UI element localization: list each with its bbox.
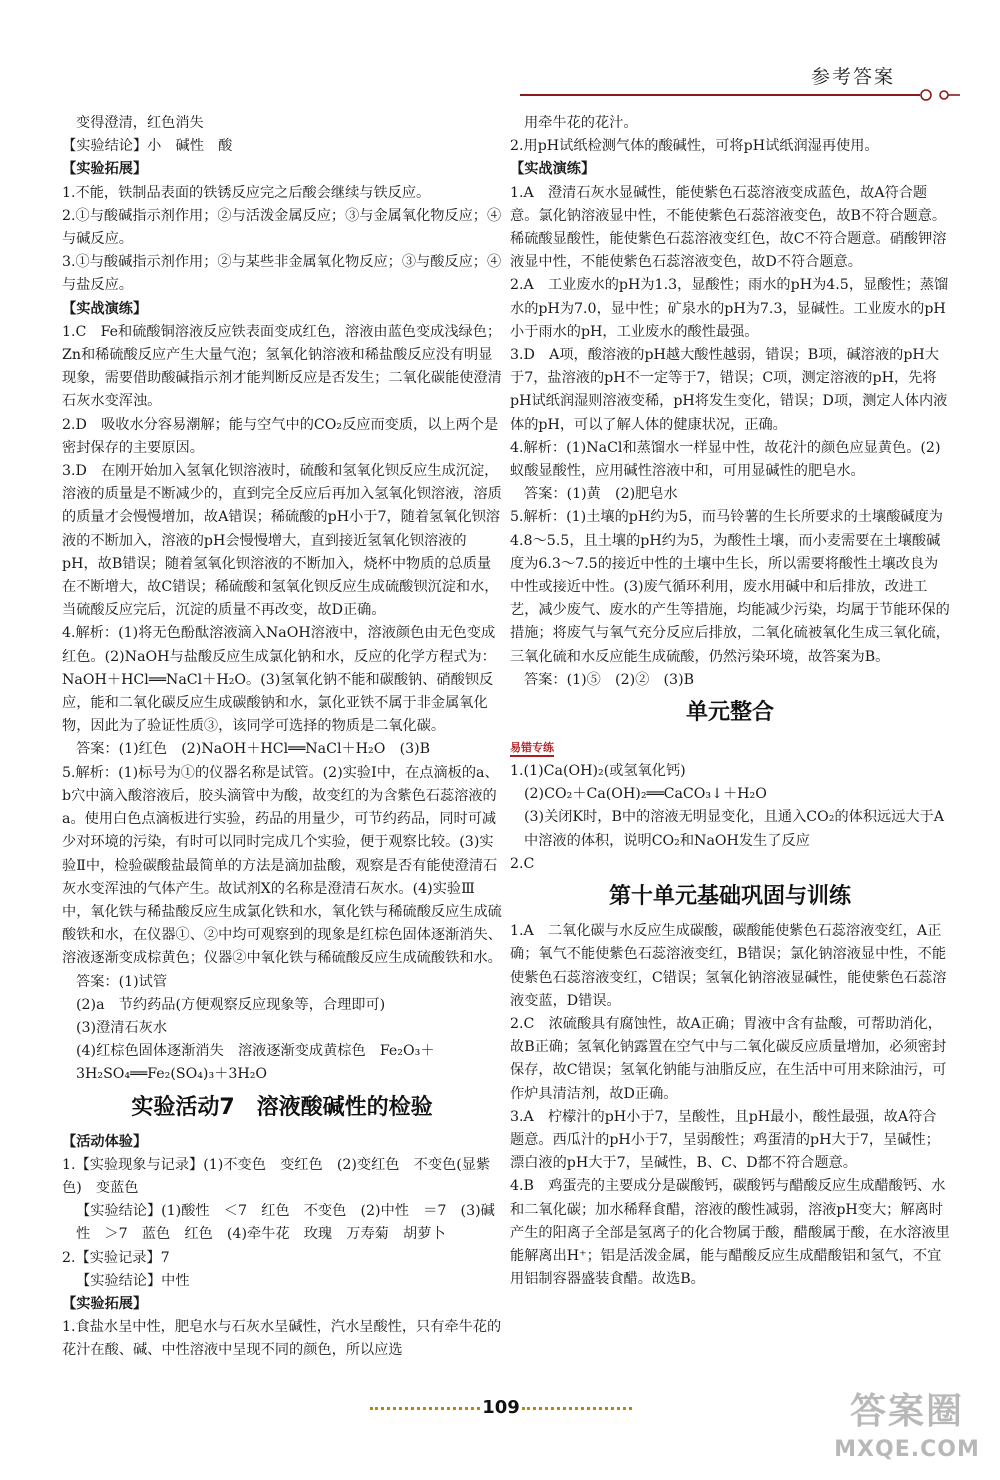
section-title: 实验活动7 溶液酸碱性的检验: [131, 1094, 433, 1120]
answer-paragraph: 答案：(1)试管: [76, 973, 168, 990]
watermark-logo-text: 答案圈: [849, 1391, 964, 1432]
section-label: 【实验拓展】: [62, 1295, 148, 1312]
answer-paragraph: (3)澄清石灰水: [76, 1019, 168, 1036]
answer-paragraph: 变得澄清，红色消失: [76, 115, 204, 131]
answer-paragraph: 2.【实验记录】7: [62, 1249, 170, 1266]
answer-paragraph: 【实验结论】中性: [76, 1272, 190, 1289]
answer-paragraph: 5.解析：(1)标号为①的仪器名称是试管。(2)实验Ⅰ中，在点滴板的a、b穴中滴入酸溶液后，胶头滴管中为酸，故变红的为含紫色石蕊溶液的a。使用白色点滴板进行实验，药品的用量少，可节约药品，同时可减少对环境的污染，有时可以同时完成几个实验，便于观察比较。(3)实验Ⅱ中，检验碳酸盐最简单的方法是滴加盐酸，观察是否有能使澄清石灰水变浑浊的气体产生。故试剂X的名称是澄清石灰水。(4)实验Ⅲ中，氧化铁与稀盐酸反应生成氯化铁和水，氧化铁与稀硫酸反应生成硫酸铁和水，在仪器①、②中均可观察到的现象是红棕色固体逐渐消失、溶液逐渐变成棕黄色；仪器②中氧化铁与稀硫酸反应生成硫酸铁和水。: [62, 764, 502, 967]
right-column: [510, 112, 950, 1291]
footer-dots-left: [370, 1407, 480, 1410]
left-column: [62, 112, 502, 1363]
error-drill-tag: 易错专练: [510, 740, 554, 757]
header-decor-line: [520, 88, 960, 102]
answer-paragraph: (2)a 节约药品(方便观察反应现象等，合理即可): [76, 996, 386, 1013]
answer-paragraph: 【实验结论】(1)酸性 ＜7 红色 不变色 (2)中性 ＝7 (3)碱性 ＞7 蓝色 红色 (4)牵牛花 玫瑰 万寿菊 胡萝卜: [76, 1203, 495, 1243]
answer-paragraph: 2.用pH试纸检测气体的酸碱性，可将pH试纸润湿再使用。: [510, 138, 879, 155]
answer-paragraph: 2.①与酸碱指示剂作用；②与活泼金属反应；③与金属氧化物反应；④与碱反应。: [62, 207, 502, 248]
answer-paragraph: (3)关闭K时，B中的溶液无明显变化，且通入CO₂的体积远远大于A中溶液的体积，说明CO₂和NaOH发生了反应: [524, 809, 945, 849]
answer-paragraph: 1.A 二氧化碳与水反应生成碳酸，碳酸能使紫色石蕊溶液变红，A正确；氧气不能使紫色石蕊溶液变红，B错误；氯化钠溶液显中性，不能使紫色石蕊溶液变红，C错误；氢氧化钠溶液显碱性，能使紫色石蕊溶液变蓝，D错误。: [510, 923, 947, 1009]
header-title: 参考答案: [810, 66, 895, 88]
section-label: 【实验拓展】: [62, 161, 148, 178]
answer-paragraph: 【实验结论】小 碱性 酸: [62, 138, 233, 155]
answer-paragraph: 3.A 柠檬汁的pH小于7，呈酸性，且pH最小，酸性最强，故A符合题意。西瓜汁的pH小于7，呈弱酸性；鸡蛋清的pH大于7，呈碱性；漂白液的pH大于7，呈碱性，B、C、D都不符合题意。: [510, 1108, 940, 1172]
answer-paragraph: 2.C 浓硫酸具有腐蚀性，故A正确；胃液中含有盐酸，可帮助消化，故B正确；氢氧化钠露置在空气中与二氧化碳反应质量增加，必须密封保存，故C错误；氢氧化钠能与油脂反应，在生活中可用来除油污，可作炉具清洁剂，故D正确。: [510, 1015, 947, 1102]
answer-paragraph: 4.解析：(1)NaCl和蒸馏水一样显中性，故花汁的颜色应显黄色。(2)蚁酸显酸性，应用碱性溶液中和，可用显碱性的肥皂水。: [510, 439, 941, 480]
answer-paragraph: 3.D 在刚开始加入氢氧化钡溶液时，硫酸和氢氧化钡反应生成沉淀，溶液的质量是不断减少的，直到完全反应后再加入氢氧化钡溶液，溶质的质量才会慢慢增加，故A错误；稀硫酸的pH小于7，随着氢氧化钡溶液的不断加入，溶液的pH会慢慢增大，直到接近氢氧化钡溶液的pH，故B错误；随着氢氧化钡溶液的不断加入，烧杯中物质的总质量在不断增大，故C错误；稀硫酸和氢氧化钡反应生成硫酸钡沉淀和水，当硫酸反应完后，沉淀的质量不再改变，故D正确。: [62, 463, 502, 619]
answer-paragraph: 答案：(1)红色 (2)NaOH＋HCl══NaCl＋H₂O (3)B: [76, 741, 431, 758]
watermark-url: MXQE.COM: [834, 1437, 980, 1462]
page-number: 109: [482, 1397, 520, 1418]
answer-paragraph: 2.D 吸收水分容易潮解；能与空气中的CO₂反应而变质，以上两个是密封保存的主要原因。: [62, 416, 499, 456]
answer-paragraph: 1.(1)Ca(OH)₂(或氢氧化钙): [510, 763, 686, 780]
answer-paragraph: 1.【实验现象与记录】(1)不变色 变红色 (2)变红色 不变色(显紫色) 变蓝色: [62, 1156, 491, 1196]
answer-paragraph: (2)CO₂＋Ca(OH)₂══CaCO₃↓＋H₂O: [524, 786, 767, 803]
answer-paragraph: 2.C: [510, 855, 535, 872]
answer-paragraph: 用牵牛花的花汁。: [524, 115, 638, 131]
answer-paragraph: 答案：(1)黄 (2)肥皂水: [524, 486, 678, 503]
answer-paragraph: 4.B 鸡蛋壳的主要成分是碳酸钙，碳酸钙与醋酸反应生成醋酸钙、水和二氧化碳；加水稀释食醋，溶液的酸性减弱，溶液pH变大；解离时产生的阳离子全部是氢离子的化合物属于酸，醋酸属于酸，在水溶液里能解离出H⁺；铝是活泼金属，能与醋酸反应生成醋酸铝和氢气，不宜用铝制容器盛装食醋。故选B。: [510, 1178, 950, 1288]
answer-paragraph: 4.解析：(1)将无色酚酞溶液滴入NaOH溶液中，溶液颜色由无色变成红色。(2)NaOH与盐酸反应生成氯化钠和水，反应的化学方程式为：NaOH＋HCl══NaCl＋H₂O。(3)氢氧化钠不能和碳酸钠、硝酸钡反应，能和二氧化碳反应生成碳酸钠和水，氯化亚铁不属于非金属氧化物，因此为了验证性质③，该同学可选择的物质是二氧化碳。: [62, 625, 496, 735]
answer-paragraph: 5.解析：(1)土壤的pH约为5，而马铃薯的生长所要求的土壤酸碱度为4.8～5.5，且土壤的pH约为5，为酸性土壤，而小麦需要在土壤酸碱度为6.3～7.5的接近中性的土壤中生长，所以需要将酸性土壤改良为中性或接近中性。(3)废气循环利用，废水用碱中和后排放，改进工艺，减少废气、废水的产生等措施，均能减少污染，均属于节能环保的措施；将废气与氧气充分反应后排放，二氧化硫被氧化生成三氧化硫，三氧化硫和水反应能生成硫酸，仍然污染环境，故答案为B。: [510, 509, 950, 665]
section-label: 【活动体验】: [62, 1133, 148, 1150]
answer-paragraph: 1.C Fe和硫酸铜溶液反应铁表面变成红色，溶液由蓝色变成浅绿色；Zn和稀硫酸反应产生大量气泡；氢氧化钠溶液和稀盐酸反应没有明显现象，需要借助酸碱指示剂才能判断反应是否发生；二氧化碳能使澄清石灰水变浑浊。: [62, 323, 502, 410]
watermark: [832, 1388, 982, 1478]
section-label: 【实战演练】: [510, 161, 596, 178]
footer-dots-right: [522, 1407, 632, 1410]
answer-paragraph: 2.A 工业废水的pH为1.3，显酸性；雨水的pH为4.5，显酸性；蒸馏水的pH为7.0，显中性；矿泉水的pH为7.3，显碱性。工业废水的pH小于雨水的pH，工业废水的酸性最强。: [510, 277, 949, 340]
answer-paragraph: 1.A 澄清石灰水显碱性，能使紫色石蕊溶液变成蓝色，故A符合题意。氯化钠溶液显中性，不能使紫色石蕊溶液变色，故B不符合题意。稀硫酸显酸性，能使紫色石蕊溶液变红色，故C不符合题意。硝酸钾溶液显中性，不能使紫色石蕊溶液变色，故D不符合题意。: [510, 184, 947, 271]
section-label: 【实战演练】: [62, 300, 148, 317]
answer-paragraph: 3.①与酸碱指示剂作用；②与某些非金属氧化物反应；③与酸反应；④与盐反应。: [62, 254, 502, 294]
section-title: 第十单元基础巩固与训练: [608, 884, 851, 910]
answer-paragraph: 3.D A项，酸溶液的pH越大酸性越弱，错误；B项，碱溶液的pH大于7，盐溶液的pH不一定等于7，错误；C项，测定溶液的pH，先将pH试纸润湿则溶液变稀，pH将发生变化，错误；D项，测定人体内液体的pH，可以了解人体的健康状况，正确。: [510, 347, 948, 433]
section-title: 单元整合: [685, 700, 774, 726]
answer-paragraph: (4)红棕色固体逐渐消失 溶液逐渐变成黄棕色 Fe₂O₃＋3H₂SO₄══Fe₂(SO₄)₃＋3H₂O: [76, 1043, 435, 1083]
answer-paragraph: 1.不能，铁制品表面的铁锈反应完之后酸会继续与铁反应。: [62, 184, 431, 201]
answer-paragraph: 1.食盐水呈中性，肥皂水与石灰水呈碱性，汽水呈酸性，只有牵牛花的花汁在酸、碱、中性溶液中呈现不同的颜色，所以应选: [62, 1319, 502, 1359]
answer-paragraph: 答案：(1)⑤ (2)② (3)B: [524, 671, 695, 688]
